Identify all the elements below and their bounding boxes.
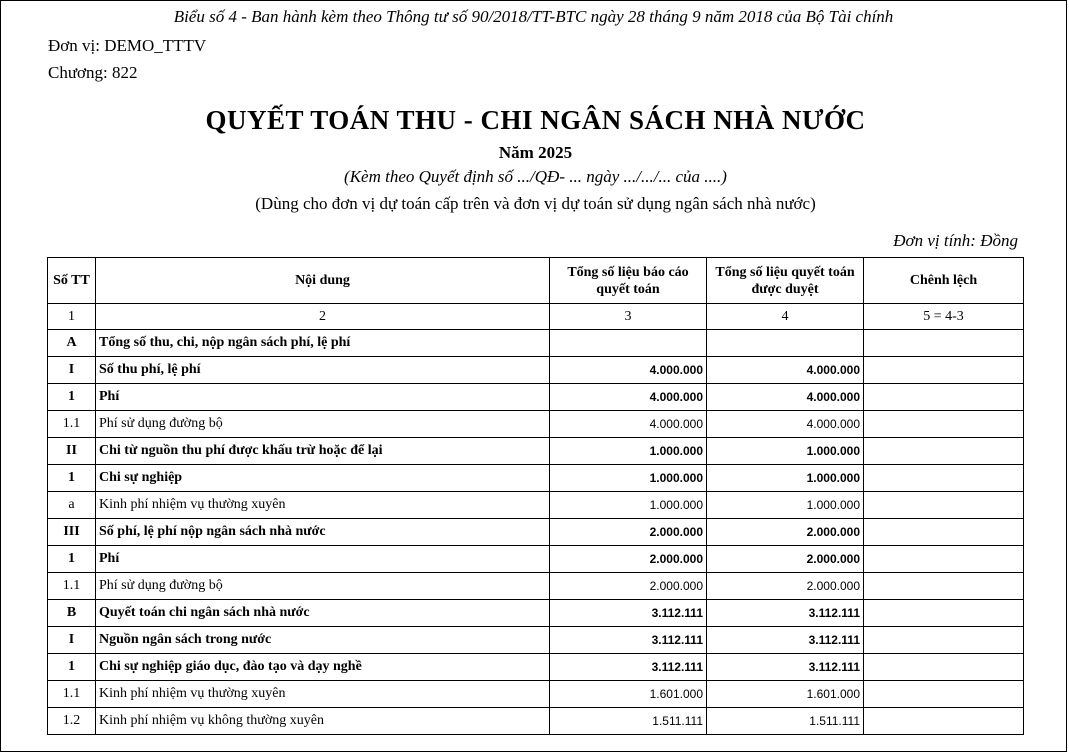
row-content: Kinh phí nhiệm vụ thường xuyên — [96, 681, 550, 708]
row-stt: 1 — [48, 384, 96, 411]
index-cell: 5 = 4-3 — [864, 304, 1024, 330]
table-row — [48, 600, 1024, 627]
row-content: Phí — [96, 546, 550, 573]
header-diff: Chênh lệch — [864, 258, 1024, 304]
row-diff — [864, 492, 1024, 519]
row-content: Kinh phí nhiệm vụ không thường xuyên — [96, 708, 550, 735]
row-approved — [707, 330, 864, 357]
row-reported: 2.000.000 — [550, 573, 707, 600]
row-approved: 2.000.000 — [707, 519, 864, 546]
row-reported: 1.601.000 — [550, 681, 707, 708]
row-stt: I — [48, 357, 96, 384]
table-row — [48, 654, 1024, 681]
row-reported: 1.000.000 — [550, 465, 707, 492]
row-content: Tổng số thu, chi, nộp ngân sách phí, lệ phí — [96, 330, 550, 357]
chapter-label: Chương: 822 — [48, 63, 138, 82]
row-stt: 1 — [48, 546, 96, 573]
table-row — [48, 519, 1024, 546]
table-row — [48, 384, 1024, 411]
row-diff — [864, 357, 1024, 384]
header-reported: Tổng số liệu báo cáo quyết toán — [550, 258, 707, 304]
index-cell: 4 — [707, 304, 864, 330]
row-stt: 1 — [48, 654, 96, 681]
row-stt: A — [48, 330, 96, 357]
row-approved: 1.000.000 — [707, 492, 864, 519]
row-approved: 3.112.111 — [707, 627, 864, 654]
row-content: Nguồn ngân sách trong nước — [96, 627, 550, 654]
row-reported — [550, 330, 707, 357]
header-stt: Số TT — [48, 258, 96, 304]
form-note: Biểu số 4 - Ban hành kèm theo Thông tư số 90/2018/TT-BTC ngày 28 tháng 9 năm 2018 của Bộ Tài chính — [173, 7, 894, 26]
row-approved: 3.112.111 — [707, 600, 864, 627]
table-row — [48, 438, 1024, 465]
row-diff — [864, 519, 1024, 546]
row-approved: 4.000.000 — [707, 384, 864, 411]
row-diff — [864, 438, 1024, 465]
row-approved: 2.000.000 — [707, 546, 864, 573]
row-stt: 1.1 — [48, 573, 96, 600]
table-row — [48, 627, 1024, 654]
unit-label: Đơn vị: DEMO_TTTV — [48, 36, 207, 55]
table-header-row — [48, 258, 1024, 304]
table-row — [48, 465, 1024, 492]
row-reported: 2.000.000 — [550, 546, 707, 573]
row-diff — [864, 330, 1024, 357]
table-row — [48, 492, 1024, 519]
table-row — [48, 411, 1024, 438]
table-row — [48, 573, 1024, 600]
row-diff — [864, 411, 1024, 438]
table-row — [48, 357, 1024, 384]
row-reported: 3.112.111 — [550, 627, 707, 654]
row-content: Phí — [96, 384, 550, 411]
row-content: Số thu phí, lệ phí — [96, 357, 550, 384]
row-diff — [864, 627, 1024, 654]
row-reported: 3.112.111 — [550, 600, 707, 627]
row-reported: 4.000.000 — [550, 384, 707, 411]
row-diff — [864, 708, 1024, 735]
row-diff — [864, 546, 1024, 573]
row-stt: B — [48, 600, 96, 627]
row-stt: 1.1 — [48, 681, 96, 708]
row-stt: 1 — [48, 465, 96, 492]
row-reported: 2.000.000 — [550, 519, 707, 546]
index-cell: 3 — [550, 304, 707, 330]
row-reported: 1.000.000 — [550, 492, 707, 519]
row-stt: II — [48, 438, 96, 465]
table-row — [48, 708, 1024, 735]
row-approved: 1.601.000 — [707, 681, 864, 708]
page-title: QUYẾT TOÁN THU - CHI NGÂN SÁCH NHÀ NƯỚC — [205, 105, 866, 135]
row-content: Số phí, lệ phí nộp ngân sách nhà nước — [96, 519, 550, 546]
row-content: Chi sự nghiệp — [96, 465, 550, 492]
row-approved: 1.000.000 — [707, 438, 864, 465]
usage-note: (Dùng cho đơn vị dự toán cấp trên và đơn vị dự toán sử dụng ngân sách nhà nước) — [255, 194, 816, 213]
row-content: Chi từ nguồn thu phí được khấu trừ hoặc để lại — [96, 438, 550, 465]
row-diff — [864, 681, 1024, 708]
row-diff — [864, 384, 1024, 411]
table-row — [48, 330, 1024, 357]
table-row — [48, 681, 1024, 708]
row-content: Phí sử dụng đường bộ — [96, 411, 550, 438]
row-approved: 1.000.000 — [707, 465, 864, 492]
settlement-table — [47, 257, 1024, 735]
index-row — [48, 304, 1024, 330]
row-content: Chi sự nghiệp giáo dục, đào tạo và dạy nghề — [96, 654, 550, 681]
row-approved: 2.000.000 — [707, 573, 864, 600]
report-year: Năm 2025 — [498, 143, 573, 162]
row-stt: 1.2 — [48, 708, 96, 735]
index-cell: 2 — [96, 304, 550, 330]
currency-unit: Đơn vị tính: Đồng — [893, 231, 1018, 250]
row-approved: 1.511.111 — [707, 708, 864, 735]
row-approved: 4.000.000 — [707, 411, 864, 438]
row-reported: 1.000.000 — [550, 438, 707, 465]
row-stt: I — [48, 627, 96, 654]
header-approved: Tổng số liệu quyết toán được duyệt — [707, 258, 864, 304]
row-diff — [864, 573, 1024, 600]
row-diff — [864, 465, 1024, 492]
row-content: Quyết toán chi ngân sách nhà nước — [96, 600, 550, 627]
table-row — [48, 546, 1024, 573]
row-stt: a — [48, 492, 96, 519]
decision-note: (Kèm theo Quyết định số .../QĐ- ... ngày .../.../... của ....) — [344, 167, 727, 186]
row-approved: 4.000.000 — [707, 357, 864, 384]
row-content: Kinh phí nhiệm vụ thường xuyên — [96, 492, 550, 519]
row-reported: 1.511.111 — [550, 708, 707, 735]
row-reported: 4.000.000 — [550, 411, 707, 438]
row-stt: 1.1 — [48, 411, 96, 438]
row-content: Phí sử dụng đường bộ — [96, 573, 550, 600]
index-cell: 1 — [48, 304, 96, 330]
row-stt: III — [48, 519, 96, 546]
row-approved: 3.112.111 — [707, 654, 864, 681]
row-reported: 4.000.000 — [550, 357, 707, 384]
row-reported: 3.112.111 — [550, 654, 707, 681]
row-diff — [864, 600, 1024, 627]
header-content: Nội dung — [96, 258, 550, 304]
row-diff — [864, 654, 1024, 681]
